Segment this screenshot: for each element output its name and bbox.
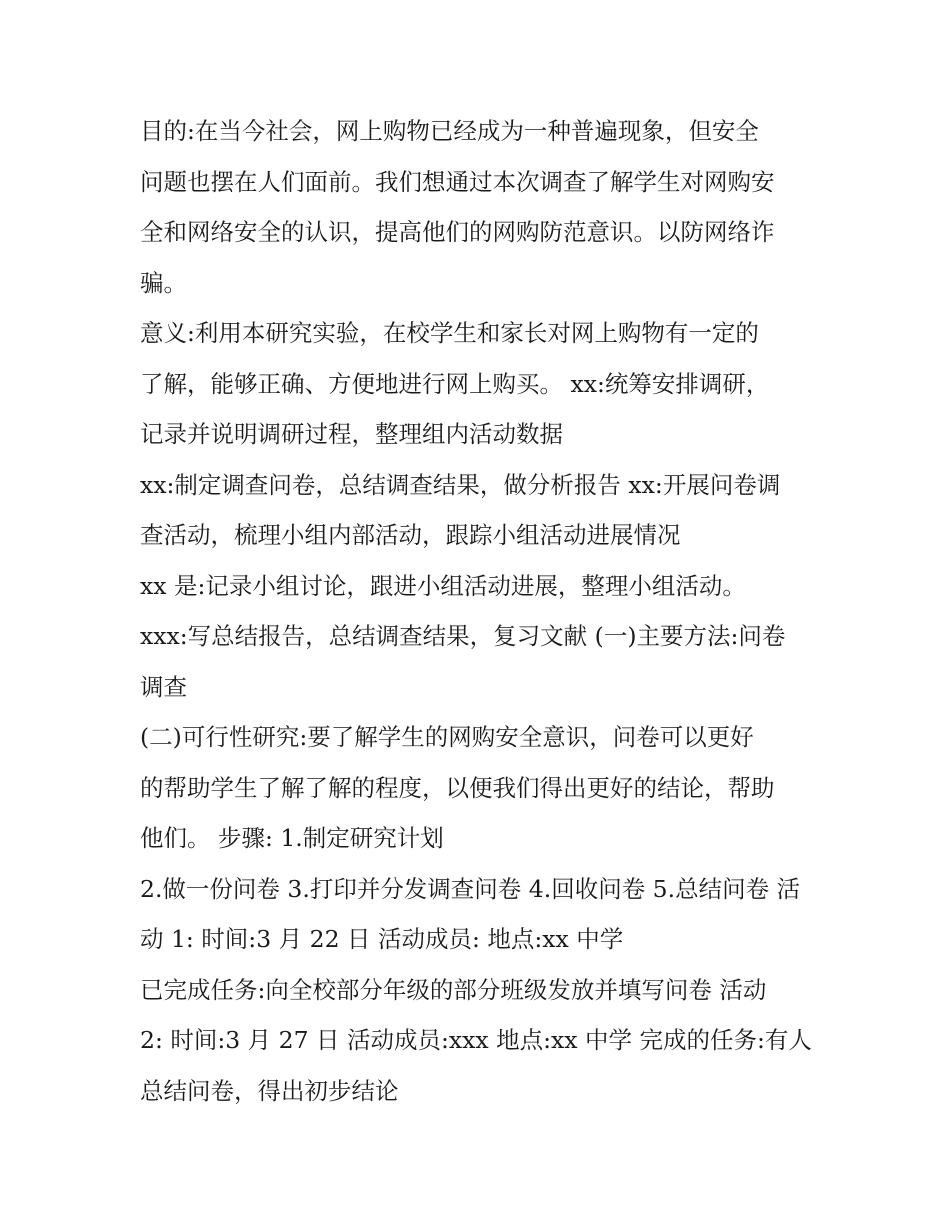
text-line: xxx:写总结报告，总结调查结果，复习文献 (一)主要方法:问卷 [140,622,786,650]
text-line: xx 是:记录小组讨论，跟进小组活动进展，整理小组活动。 [140,571,746,600]
text-line: 全和网络安全的认识，提高他们的网购防范意识。以防网络诈 [140,218,775,246]
text-line: 目的:在当今社会，网上购物已经成为一种普遍现象，但安全 [140,117,759,145]
text-line: 调查 [140,672,187,701]
text-line: 的帮助学生了解了解的程度，以便我们得出更好的结论，帮助 [140,773,775,802]
text-line: 他们。 步骤: 1.制定研究计划 [140,824,444,852]
text-line: 2.做一份问卷 3.打印并分发调查问卷 4.回收问卷 5.总结问卷 活 [140,874,801,903]
text-line: 了解，能够正确、方便地进行网上购买。 xx:统筹安排调研， [140,369,770,398]
text-line: 意义:利用本研究实验，在校学生和家长对网上购物有一定的 [140,319,759,347]
text-line: 记录并说明调研过程，整理组内活动数据 [140,420,563,448]
text-line: 问题也摆在人们面前。我们想通过本次调查了解学生对网购安 [140,167,775,196]
text-line: 2: 时间:3 月 27 日 活动成员:xxx 地点:xx 中学 完成的任务:有人 [140,1026,812,1054]
text-line: 动 1: 时间:3 月 22 日 活动成员: 地点:xx 中学 [140,925,624,953]
text-line: 已完成任务:向全校部分年级的部分班级发放并填写问卷 活动 [140,975,767,1004]
text-line: (二)可行性研究:要了解学生的网购安全意识，问卷可以更好 [140,723,754,751]
document-body [140,106,820,1116]
text-line: 总结问卷，得出初步结论 [140,1076,399,1105]
text-line: 骗。 [140,268,187,297]
text-line: xx:制定调查问卷，总结调查结果，做分析报告 xx:开展问卷调 [140,470,781,499]
text-line: 查活动，梳理小组内部活动，跟踪小组活动进展情况 [140,521,681,549]
